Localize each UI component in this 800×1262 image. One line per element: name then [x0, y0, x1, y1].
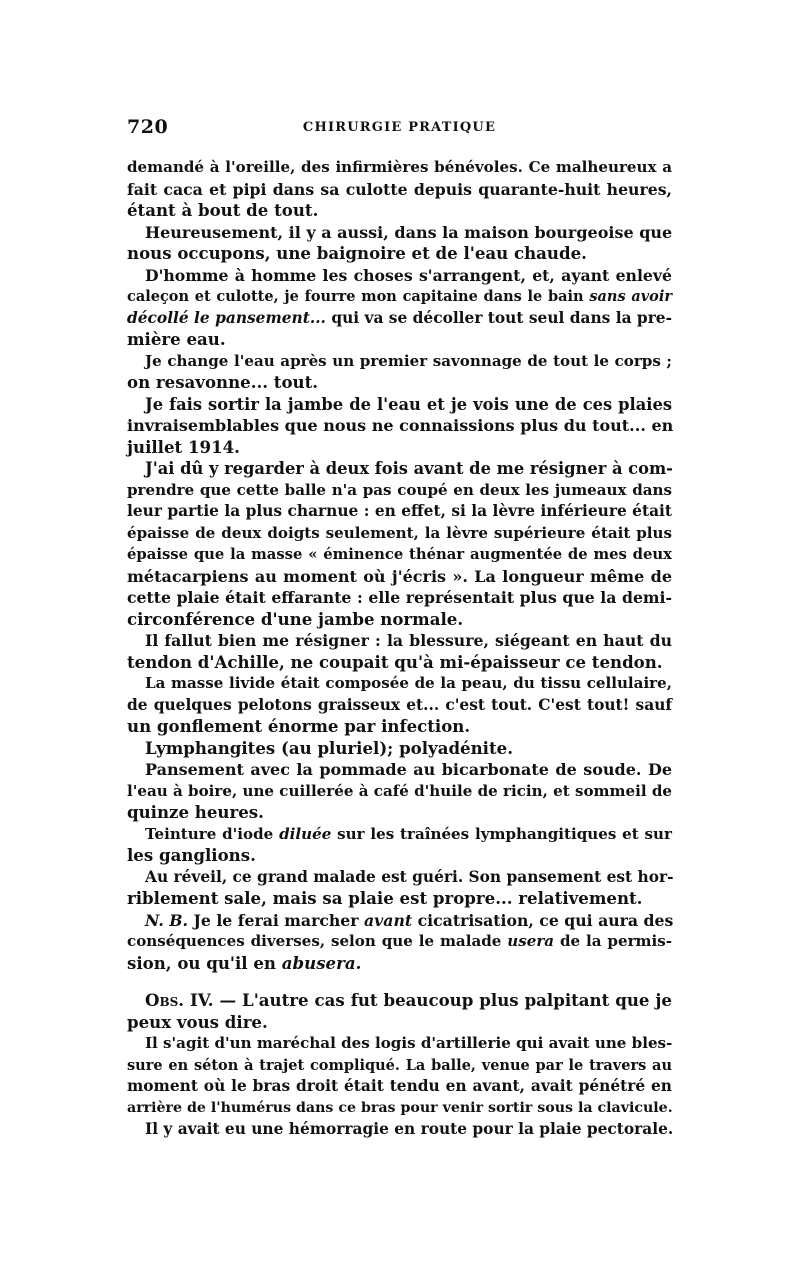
text-line	[127, 931, 672, 953]
text-line: de quelques pelotons graisseux et... c'est tout. C'est tout! sauf	[127, 695, 672, 714]
italic-span: décollé le pansement...	[127, 308, 326, 327]
text-line: riblement sale, mais sa plaie est propre... relativement.	[127, 888, 643, 908]
text-line: Heureusement, il y a aussi, dans la maison bourgeoise que	[145, 222, 673, 242]
text-span: de la permis-	[559, 932, 672, 950]
text-line: peux vous dire.	[127, 1011, 268, 1032]
text-line: Il s'agit d'un maréchal des logis d'artillerie qui avait une bles-	[145, 1034, 673, 1052]
text-line: un gonflement énorme par infection.	[127, 716, 471, 736]
italic-span: N. B.	[145, 910, 188, 930]
text-line: métacarpiens au moment où j'écris ». La longueur même de	[127, 566, 672, 586]
text-line: invraisemblables que nous ne connaissions plus du tout... en	[127, 416, 674, 435]
text-line: épaisse que la masse « éminence thénar augmentée de mes deux	[127, 546, 672, 563]
text-line	[127, 990, 672, 1012]
text-line	[127, 910, 672, 932]
text-line: cette plaie était effarante : elle représentait plus que la demi-	[127, 588, 672, 607]
text-line: J'ai dû y regarder à deux fois avant de me résigner à com-	[145, 459, 673, 478]
text-line: on resavonne... tout.	[127, 372, 319, 392]
italic-span: avant	[364, 910, 413, 930]
italic-span: diluée	[279, 824, 332, 843]
text-line: Il y avait eu une hémorragie en route pour la plaie pectorale.	[145, 1120, 674, 1138]
section-gap	[127, 974, 672, 990]
text-line	[127, 308, 672, 330]
text-line: Lymphangites (au pluriel); polyadénite.	[145, 737, 513, 758]
italic-span: abusera.	[281, 952, 362, 973]
text-line	[127, 953, 672, 975]
text-span: caleçon et culotte, je fourre mon capitaine dans le bain	[127, 288, 584, 305]
text-line: prendre que cette balle n'a pas coupé en deux les jumeaux dans	[127, 480, 672, 499]
italic-span: sans avoir	[589, 288, 673, 305]
text-line	[127, 824, 672, 846]
body-text	[127, 157, 672, 1141]
text-span: sion, ou qu'il en	[127, 952, 276, 973]
text-line: Pansement avec la pommade au bicarbonate de soude. De	[145, 760, 672, 779]
text-span: Je le ferai marcher	[193, 910, 359, 930]
text-line: arrière de l'humérus dans ce bras pour venir sortir sous la clavicule.	[127, 1099, 673, 1116]
text-line: Je fais sortir la jambe de l'eau et je vois une de ces plaies	[145, 394, 672, 414]
text-line: La masse livide était composée de la peau, du tissu cellulaire,	[145, 674, 672, 692]
page-header	[127, 116, 672, 142]
text-line: étant à bout de tout.	[127, 200, 319, 220]
text-span: cicatrisation, ce qui aura des	[417, 910, 674, 930]
text-line: moment où le bras droit était tendu en avant, avait pénétré en	[127, 1077, 672, 1095]
observation-label: Obs. IV.	[145, 990, 214, 1010]
text-span: qui va se décoller tout seul dans la pre-	[331, 308, 672, 327]
text-line: fait caca et pipi dans sa culotte depuis quarante-huit heures,	[127, 179, 672, 199]
text-line: nous occupons, une baignoire et de l'eau chaude.	[127, 243, 587, 263]
text-span: Teinture d'iode	[145, 824, 274, 843]
page-number: 720	[127, 116, 169, 138]
text-line: Il fallut bien me résigner : la blessure, siégeant en haut du	[145, 631, 672, 650]
text-line: demandé à l'oreille, des infirmières bénévoles. Ce malheureux a	[127, 158, 672, 176]
text-span: — L'autre cas fut beaucoup plus palpitant que je	[219, 990, 672, 1010]
text-line: Au réveil, ce grand malade est guéri. Son pansement est hor-	[145, 867, 674, 886]
text-line: épaisse de deux doigts seulement, la lèvre supérieure était plus	[127, 523, 672, 542]
text-span: conséquences diverses, selon que le malade	[127, 932, 502, 950]
text-line: leur partie la plus charnue : en effet, si la lèvre inférieure était	[127, 502, 672, 520]
italic-span: usera	[507, 932, 555, 950]
text-line: l'eau à boire, une cuillerée à café d'huile de ricin, et sommeil de	[127, 781, 672, 800]
text-line: sure en séton à trajet compliqué. La balle, venue par le travers au	[127, 1056, 672, 1074]
text-line: tendon d'Achille, ne coupait qu'à mi-épaisseur ce tendon.	[127, 651, 663, 672]
text-line: circonférence d'une jambe normale.	[127, 608, 464, 629]
text-line: les ganglions.	[127, 845, 256, 865]
text-line: Je change l'eau après un premier savonnage de tout le corps ;	[145, 351, 672, 370]
text-line: mière eau.	[127, 329, 226, 349]
running-title: CHIRURGIE PRATIQUE	[302, 120, 497, 135]
text-line: D'homme à homme les choses s'arrangent, et, ayant enlevé	[145, 265, 672, 285]
text-span: sur les traînées lymphangitiques et sur	[337, 824, 672, 843]
text-line	[127, 286, 672, 308]
text-line: juillet 1914.	[127, 436, 240, 457]
text-line: quinze heures.	[127, 802, 264, 822]
